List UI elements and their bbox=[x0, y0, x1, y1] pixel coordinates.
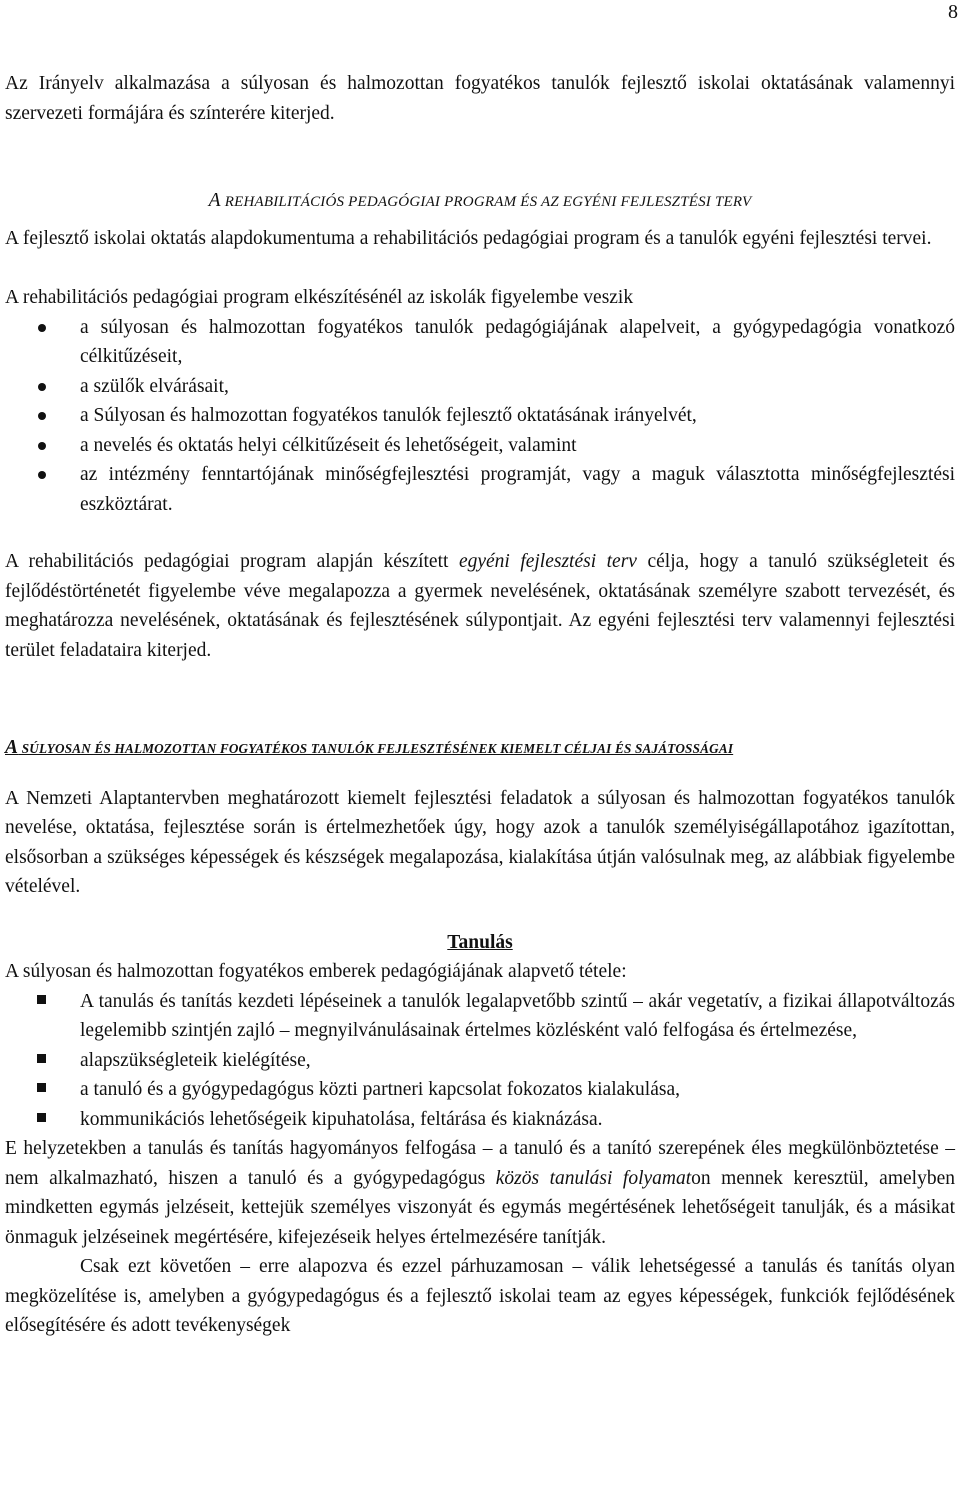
paragraph-learning-process bbox=[5, 1134, 955, 1252]
list-item: a tanuló és a gyógypedagógus közti partneri kapcsolat fokozatos kialakulása, bbox=[5, 1075, 955, 1105]
list-item: az intézmény fenntartójának minőségfejlesztési programját, vagy a maguk választotta minőségfejlesztési eszköztárat. bbox=[5, 460, 955, 519]
paragraph: A fejlesztő iskolai oktatás alapdokumentuma a rehabilitációs pedagógiai program és a tanulók egyéni fejlesztési tervei. bbox=[5, 227, 932, 249]
bullet-list bbox=[5, 313, 955, 520]
heading-initial: A bbox=[5, 737, 19, 758]
intro-paragraph: Az Irányelv alkalmazása a súlyosan és halmozottan fogyatékos tanulók fejlesztő iskolai oktatásának valamennyi szervezeti formájára és színterére kiterjed. bbox=[5, 73, 955, 124]
page-content bbox=[5, 69, 955, 1341]
list-item: A tanulás és tanítás kezdeti lépéseinek a tanulók legalapvetőbb szintű – akár vegetatív, a fizikai állapotváltozás legelemibb szintjén zajló – megnyilvánulásainak értelmes közlésként való felfogása és értelmezése, bbox=[5, 987, 955, 1046]
section-heading-goals bbox=[5, 733, 955, 764]
list-item: a szülők elvárásait, bbox=[5, 372, 955, 402]
heading-rest: SÚLYOSAN ÉS HALMOZOTTAN FOGYATÉKOS TANULÓK FEJLESZTÉSÉNEK KIEMELT CÉLJAI ÉS SAJÁTOSSÁGAI bbox=[18, 741, 734, 756]
paragraph-lead: A rehabilitációs pedagógiai program elkészítésénél az iskolák figyelembe veszik bbox=[5, 287, 634, 308]
section-title-learning: Tanulás bbox=[447, 931, 513, 953]
text-run: A rehabilitációs pedagógiai program alapján készített bbox=[5, 551, 459, 572]
list-item: alapszükségleteik kielégítése, bbox=[5, 1046, 955, 1076]
paragraph: A Nemzeti Alaptantervben meghatározott kiemelt fejlesztési feladatok a súlyosan és halmozottan fogyatékos tanulók nevelése, oktatása, fejlesztése során is értelmezhetőek úgy, hogy azok a tanulók személyiségállapotához igazítottan, elsősorban a szükséges képességek és készségek megalapozása, kialakítása útján valósulnak meg, az alábbiak figyelembe vételével. bbox=[5, 787, 955, 897]
list-item: a Súlyosan és halmozottan fogyatékos tanulók fejlesztő oktatásának irányelvét, bbox=[5, 401, 955, 431]
text-run: on mennek keresztül, amelyben mindketten egymás jelzéseit, kettejük személyes viszonyát és egymás megértésének lehetőségeit tanulják, és a másikat önmaguk jelzéseinek megértésére, kifejezéseik helyes értelmezésére tanítják. bbox=[5, 1167, 955, 1248]
italic-term: egyéni fejlesztési terv bbox=[458, 551, 637, 572]
paragraph: Csak ezt követően – erre alapozva és ezzel párhuzamosan – válik lehetségessé a tanulás és tanítás olyan megközelítése is, amelyben a gyógypedagógus és a fejlesztő iskolai team az egyes képességek, funkciók fejlődésének elősegítésére és adott tevékenységek bbox=[5, 1256, 955, 1336]
text-run: célja, hogy a tanuló szükségleteit és fejlődéstörténetét figyelembe véve megalapozza a gyermek nevelésének, oktatásának személyre szabott tervezését, és meghatározza nevelésének, oktatásának és fejlesztésének súlypontjait. Az egyéni fejlesztési terv valamennyi fejlesztési terület feladataira kiterjed. bbox=[5, 551, 955, 661]
heading-initial: A bbox=[208, 190, 221, 211]
page-number: 8 bbox=[948, 1, 958, 23]
section-heading-rehabilitation-program bbox=[5, 186, 955, 218]
list-item: a súlyosan és halmozottan fogyatékos tanulók pedagógiájának alapelveit, a gyógypedagógia vonatkozó célkitűzéseit, bbox=[5, 313, 955, 372]
paragraph-individual-plan bbox=[5, 547, 955, 665]
list-item: a nevelés és oktatás helyi célkitűzéseit és lehetőségeit, valamint bbox=[5, 431, 955, 461]
italic-term: közös tanulási folyamat bbox=[495, 1167, 692, 1189]
paragraph-lead: A súlyosan és halmozottan fogyatékos emberek pedagógiájának alapvető tétele: bbox=[5, 961, 627, 982]
text-run: E helyzetekben a tanulás és tanítás hagyományos felfogása – a tanuló és a tanító szerepének éles megkülönböztetése – nem alkalmazható, hiszen a tanuló és a gyógypedagógus bbox=[5, 1138, 955, 1189]
bullet-list bbox=[5, 987, 955, 1135]
list-item: kommunikációs lehetőségeik kipuhatolása, feltárása és kiaknázása. bbox=[5, 1105, 955, 1135]
heading-rest: REHABILITÁCIÓS PEDAGÓGIAI PROGRAM ÉS AZ EGYÉNI FEJLESZTÉSI TERV bbox=[220, 194, 752, 210]
